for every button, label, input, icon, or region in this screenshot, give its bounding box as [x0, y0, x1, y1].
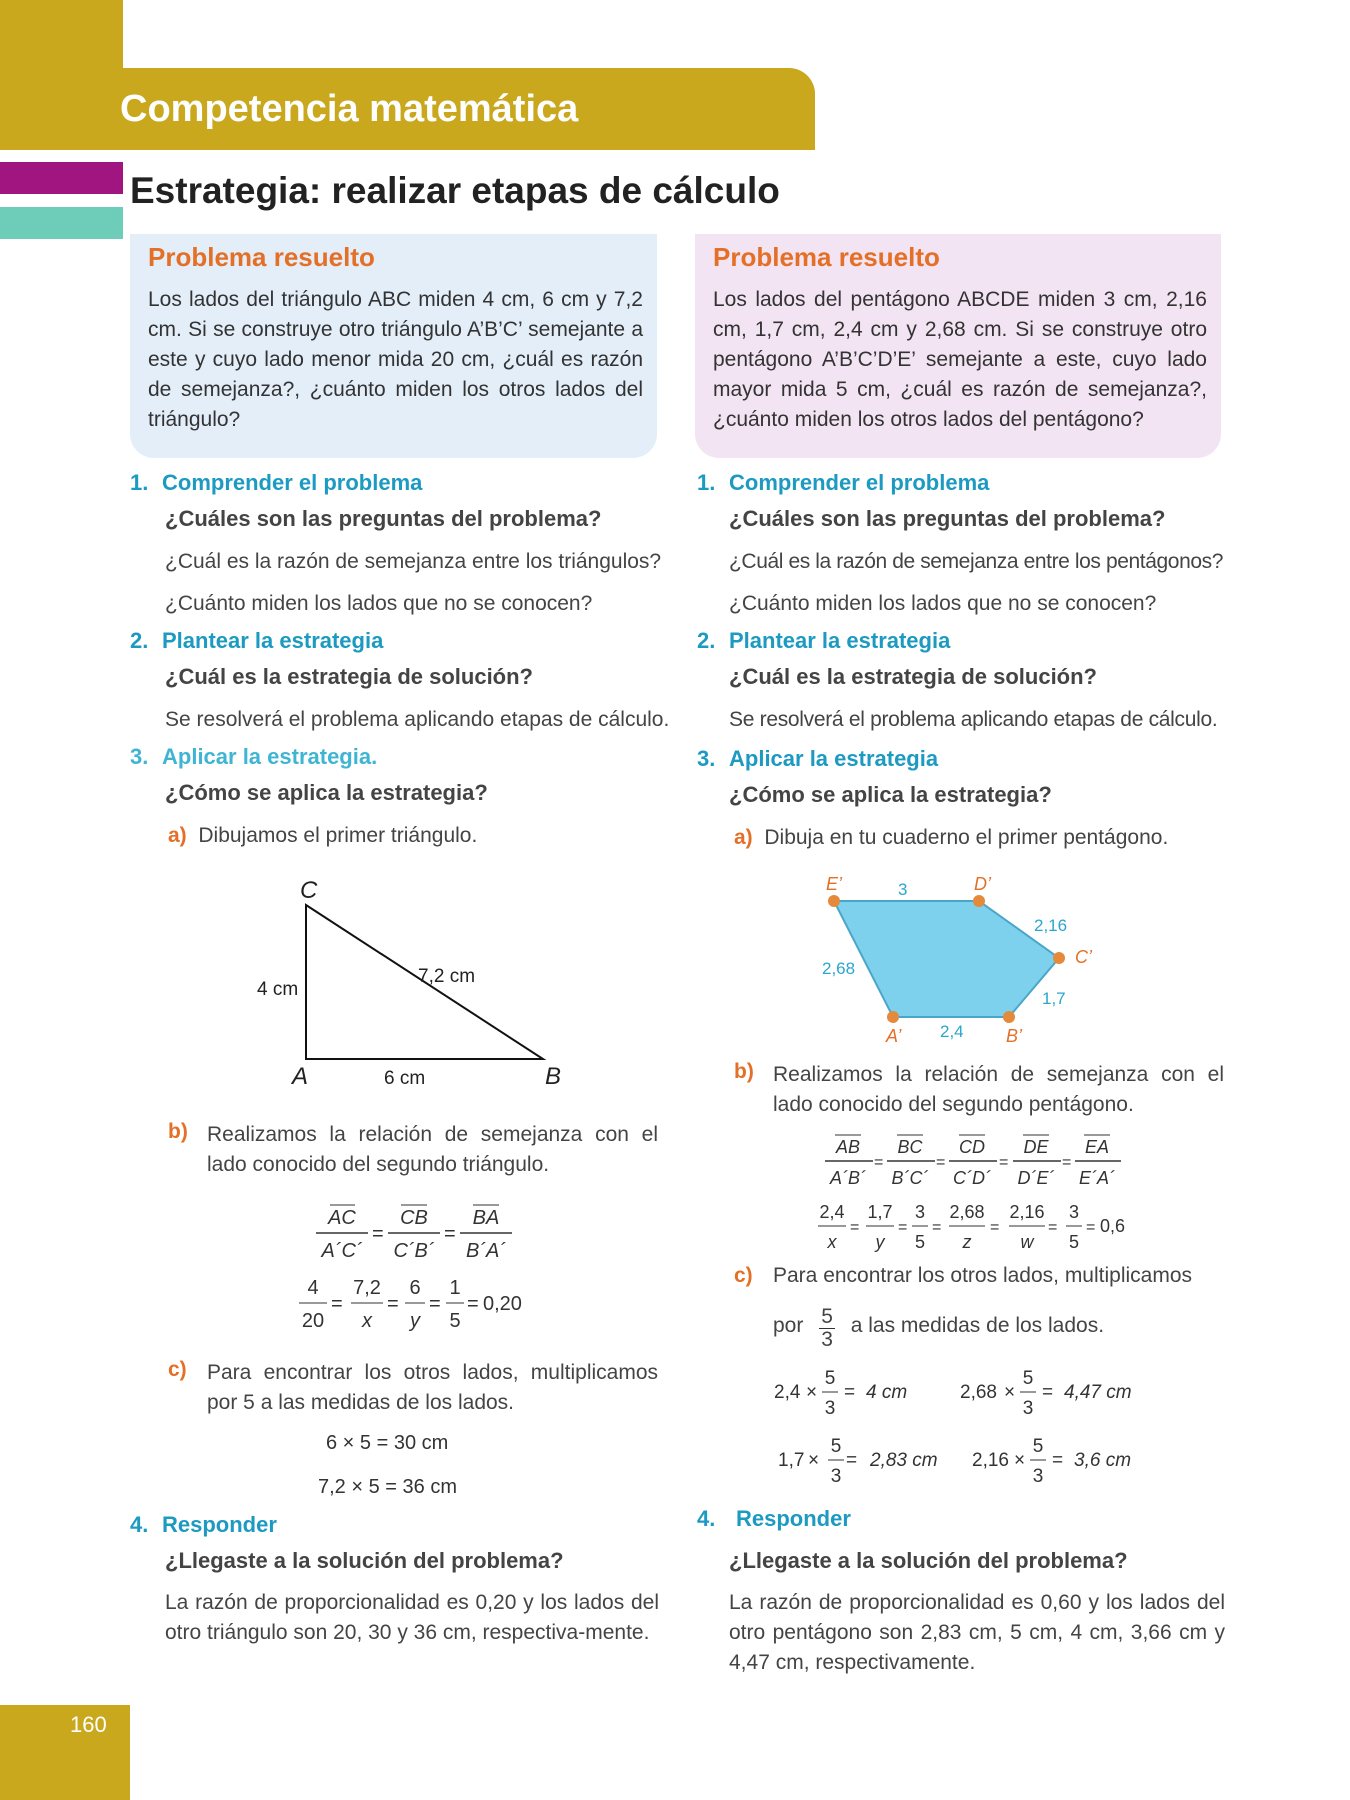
fraction-denominator: A´C´ — [321, 1240, 363, 1262]
fraction-denominator: B´C´ — [891, 1168, 929, 1188]
fraction-numerator: AC — [328, 1207, 356, 1229]
step-1-answer-1: ¿Cuál es la razón de semejanza entre los pentágonos? — [729, 550, 1224, 573]
step-3-question: ¿Cómo se aplica la estrategia? — [165, 780, 488, 805]
step-4-heading — [697, 1506, 851, 1532]
fraction-numerator: 5 — [830, 1436, 842, 1457]
calc-result: 3,6 cm — [1074, 1450, 1132, 1471]
fraction-numerator: 5 — [821, 1305, 833, 1328]
similarity-ratio-values — [295, 1270, 555, 1340]
step-4-answer: La razón de proporcionalidad es 0,20 y los lados del otro triángulo son 20, 30 y 36 cm, respectiva-mente. — [165, 1591, 659, 1644]
problem-box-right — [695, 234, 1221, 458]
svg-text:=: = — [898, 1219, 908, 1236]
svg-text:×: × — [806, 1382, 818, 1403]
fraction-denominator: A´B´ — [830, 1168, 866, 1188]
svg-text:=: = — [1042, 1382, 1054, 1403]
fraction-denominator: 20 — [301, 1310, 325, 1332]
step-4-question: ¿Llegaste a la solución del problema? — [729, 1548, 1128, 1573]
step-title: Plantear la estrategia — [162, 628, 384, 653]
calc-line-1: 6 × 5 = 30 cm — [326, 1432, 449, 1454]
fraction-numerator: 3 — [914, 1202, 926, 1222]
step-2-heading — [130, 628, 383, 654]
fraction-denominator: w — [1020, 1232, 1034, 1252]
fraction-numerator: 1 — [449, 1277, 461, 1299]
vertex-c-label: C’ — [1075, 947, 1092, 967]
item-label: a) — [734, 826, 753, 849]
svg-text:=: = — [372, 1223, 384, 1245]
fraction-denominator: 3 — [824, 1398, 836, 1419]
vertex-e-label: E’ — [826, 874, 843, 894]
triangle-figure — [240, 870, 570, 1090]
accent-bar-magenta — [0, 162, 123, 194]
step-3c-line-2 — [773, 1306, 1104, 1351]
fraction-denominator: D´E´ — [1017, 1168, 1055, 1188]
step-2-answer: Se resolverá el problema aplicando etapas de cálculo. — [729, 708, 1218, 731]
step-3a — [168, 824, 477, 848]
step-2-heading — [697, 628, 950, 654]
svg-text:=: = — [846, 1450, 858, 1471]
step-3b — [168, 1120, 658, 1180]
fraction-numerator: 5 — [1032, 1436, 1044, 1457]
side-ab-label: 6 cm — [384, 1068, 426, 1089]
calc-result: 4,47 cm — [1064, 1382, 1132, 1403]
fraction-denominator: y — [875, 1232, 885, 1252]
item-text: Realizamos la relación de semejanza con el lado conocido del segundo pentágono. — [773, 1063, 1224, 1116]
step-title: Comprender el problema — [729, 470, 990, 495]
step-2-answer: Se resolverá el problema aplicando etapas de cálculo. — [165, 708, 670, 731]
similarity-ratio-values — [810, 1198, 1130, 1260]
fraction-numerator: 2,4 — [819, 1202, 845, 1222]
calc-result: 2,83 cm — [870, 1450, 938, 1471]
svg-text:=: = — [874, 1154, 884, 1171]
fraction-numerator: EA — [1084, 1137, 1110, 1157]
vertex-b-label: B’ — [1006, 1026, 1023, 1046]
svg-text:=: = — [1052, 1450, 1064, 1471]
fraction-numerator: CD — [959, 1137, 985, 1157]
calc-operand: 2,68 — [960, 1382, 997, 1403]
vertex-b-label: B — [545, 1063, 562, 1090]
vertex-c-label: C — [300, 877, 318, 904]
vertex-a-label: A — [292, 1063, 309, 1090]
step-1-heading — [697, 470, 989, 496]
step-3b — [734, 1060, 1224, 1120]
vertex-a-dot — [887, 1011, 899, 1023]
step-number: 4. — [130, 1512, 149, 1537]
calc-result: 4 cm — [866, 1382, 908, 1403]
step-number: 2. — [697, 628, 716, 653]
svg-text:×: × — [1004, 1382, 1016, 1403]
ratio-result: 0,20 — [483, 1293, 522, 1315]
step-3a — [734, 826, 1168, 850]
pentagon-figure — [810, 870, 1100, 1050]
fraction-denominator: 5 — [449, 1310, 461, 1332]
fraction-denominator: 3 — [1022, 1398, 1034, 1419]
item-text: Dibujamos el primer triángulo. — [198, 824, 478, 847]
side-ae-label: 2,68 — [822, 959, 856, 978]
calc-operand: 2,4 — [774, 1382, 801, 1403]
item-label: c) — [734, 1264, 753, 1287]
fraction-denominator: z — [962, 1232, 972, 1252]
svg-text:×: × — [808, 1450, 820, 1471]
svg-text:=: = — [1048, 1219, 1058, 1236]
step-1-question: ¿Cuáles son las preguntas del problema? — [165, 506, 602, 531]
step-3-question: ¿Cómo se aplica la estrategia? — [729, 782, 1052, 807]
step-3c — [168, 1358, 658, 1418]
item-text: Para encontrar los otros lados, multiplicamos — [773, 1264, 1193, 1287]
vertex-b-dot — [1003, 1011, 1015, 1023]
step-number: 1. — [697, 470, 716, 495]
svg-text:=: = — [844, 1382, 856, 1403]
step-1-question: ¿Cuáles son las preguntas del problema? — [729, 506, 1166, 531]
side-cb-label: 1,7 — [1042, 989, 1066, 1008]
step-number: 4. — [697, 1506, 716, 1531]
fraction-denominator: C´D´ — [953, 1168, 991, 1188]
step-2-question: ¿Cuál es la estrategia de solución? — [165, 664, 533, 689]
item-text: por — [773, 1314, 804, 1338]
item-label: c) — [168, 1358, 187, 1381]
fraction-denominator: 3 — [1032, 1466, 1044, 1487]
vertex-a-label: A’ — [886, 1026, 902, 1046]
fraction-denominator: E´A´ — [1079, 1168, 1115, 1188]
step-number: 2. — [130, 628, 149, 653]
svg-text:=: = — [467, 1293, 479, 1315]
ratio-result: 0,6 — [1100, 1216, 1126, 1236]
item-text: Dibuja en tu cuaderno el primer pentágono. — [764, 826, 1169, 849]
fraction-numerator: 4 — [307, 1277, 319, 1299]
svg-text:=: = — [932, 1219, 942, 1236]
page-title: Competencia matemática — [120, 88, 579, 130]
side-ed-label: 3 — [898, 880, 908, 899]
fraction-denominator: B´A´ — [466, 1240, 506, 1262]
multiplication-calcs — [770, 1360, 1150, 1500]
svg-text:×: × — [1014, 1450, 1026, 1471]
problem-box-title: Problema resuelto — [148, 242, 375, 272]
step-title: Responder — [736, 1506, 851, 1531]
svg-text:=: = — [429, 1293, 441, 1315]
side-ba-label: 2,4 — [940, 1022, 964, 1041]
fraction-numerator: 2,68 — [949, 1202, 985, 1222]
svg-text:=: = — [850, 1219, 860, 1236]
vertex-d-dot — [973, 895, 985, 907]
svg-text:=: = — [999, 1154, 1009, 1171]
footer-band — [0, 1705, 130, 1800]
item-label: a) — [168, 824, 187, 847]
fraction-numerator: 5 — [824, 1368, 836, 1389]
problem-box-text: Los lados del triángulo ABC miden 4 cm, 6 cm y 7,2 cm. Si se construye otro triángulo A’B’C’ semejante a este y cuyo lado menor mida 20 cm, ¿cuál es razón de semejanza?, ¿cuánto miden los otros lados del triángulo? — [148, 288, 643, 431]
fraction-numerator: BC — [897, 1137, 923, 1157]
section-subtitle: Estrategia: realizar etapas de cálculo — [130, 170, 780, 211]
problem-box-left — [130, 234, 657, 458]
fraction-numerator: 6 — [409, 1277, 421, 1299]
step-1-answer-2: ¿Cuánto miden los lados que no se conocen? — [729, 592, 1157, 615]
fraction-numerator: 3 — [1068, 1202, 1080, 1222]
accent-bar-teal — [0, 207, 123, 239]
fraction-numerator: CB — [400, 1207, 428, 1229]
side-ca-label: 4 cm — [257, 979, 299, 1000]
similarity-ratio-sides — [300, 1200, 540, 1270]
step-3-heading — [697, 746, 938, 772]
svg-text:=: = — [1062, 1154, 1072, 1171]
fraction-numerator: BA — [472, 1207, 500, 1229]
fraction-numerator: 1,7 — [867, 1202, 893, 1222]
fraction-denominator: x — [362, 1310, 372, 1332]
fraction-numerator: AB — [835, 1137, 861, 1157]
calc-operand: 2,16 — [972, 1450, 1009, 1471]
calc-item — [960, 1368, 1132, 1419]
calc-line-2: 7,2 × 5 = 36 cm — [318, 1476, 457, 1498]
fraction-numerator: 7,2 — [353, 1277, 381, 1299]
step-1-answer-2: ¿Cuánto miden los lados que no se conocen? — [165, 592, 593, 615]
calc-operand: 1,7 — [778, 1450, 805, 1471]
fraction-denominator: 3 — [830, 1466, 842, 1487]
step-4-answer: La razón de proporcionalidad es 0,60 y los lados del otro pentágono son 2,83 cm, 5 cm, 4 cm, 3,66 cm y 4,47 cm, respectivamente. — [729, 1591, 1225, 1674]
vertex-d-label: D’ — [974, 874, 991, 894]
side-dc-label: 2,16 — [1034, 916, 1068, 935]
fraction-denominator: 3 — [821, 1328, 833, 1351]
fraction-numerator: 2,16 — [1009, 1202, 1045, 1222]
calc-item — [774, 1368, 907, 1419]
problem-box-title: Problema resuelto — [713, 242, 940, 272]
step-title: Responder — [162, 1512, 277, 1537]
step-title: Aplicar la estrategia. — [162, 744, 378, 769]
step-number: 3. — [697, 746, 716, 771]
vertex-e-dot — [828, 895, 840, 907]
step-title: Aplicar la estrategia — [729, 746, 939, 771]
svg-text:=: = — [331, 1293, 343, 1315]
step-title: Plantear la estrategia — [729, 628, 951, 653]
page-number: 160 — [70, 1712, 107, 1737]
item-text: Realizamos la relación de semejanza con el lado conocido del segundo triángulo. — [207, 1123, 658, 1176]
problem-box-text: Los lados del pentágono ABCDE miden 3 cm, 2,16 cm, 1,7 cm, 2,4 cm y 2,68 cm. Si se construye otro pentágono A’B’C’D’E’ semejante a este, cuyo lado mayor mida 5 cm, ¿cuál es razón de semejanza?, ¿cuánto miden los otros lados del pentágono? — [713, 288, 1207, 431]
fraction-denominator: 5 — [1068, 1232, 1080, 1252]
step-3c — [734, 1264, 1224, 1288]
svg-text:=: = — [936, 1154, 946, 1171]
fraction-denominator: x — [827, 1232, 837, 1252]
fraction-denominator: C´B´ — [393, 1240, 435, 1262]
item-text: Para encontrar los otros lados, multiplicamos por 5 a las medidas de los lados. — [207, 1361, 658, 1414]
item-label: b) — [168, 1120, 188, 1143]
step-1-answer-1: ¿Cuál es la razón de semejanza entre los triángulos? — [165, 550, 662, 573]
svg-text:=: = — [990, 1219, 1000, 1236]
item-label: b) — [734, 1060, 754, 1083]
fraction-numerator: DE — [1023, 1137, 1049, 1157]
side-cb-label: 7,2 cm — [418, 966, 476, 987]
fraction-numerator: 5 — [1022, 1368, 1034, 1389]
similarity-ratio-sides — [815, 1130, 1135, 1196]
fraction-denominator: 5 — [914, 1232, 926, 1252]
calc-item — [778, 1436, 938, 1487]
fraction-denominator: y — [410, 1310, 420, 1332]
fraction — [819, 1306, 835, 1351]
step-number: 3. — [130, 744, 149, 769]
svg-text:=: = — [1086, 1219, 1096, 1236]
svg-text:=: = — [444, 1223, 456, 1245]
header-top-strip — [0, 0, 123, 68]
vertex-c-dot — [1053, 952, 1065, 964]
step-title: Comprender el problema — [162, 470, 423, 495]
step-4-question: ¿Llegaste a la solución del problema? — [165, 1548, 564, 1573]
step-4-heading — [130, 1512, 277, 1538]
pentagon-shape — [834, 901, 1059, 1017]
step-3-heading — [130, 744, 377, 770]
calc-item — [972, 1436, 1131, 1487]
item-text: a las medidas de los lados. — [850, 1314, 1105, 1338]
step-number: 1. — [130, 470, 149, 495]
step-1-heading — [130, 470, 422, 496]
step-2-question: ¿Cuál es la estrategia de solución? — [729, 664, 1097, 689]
svg-text:=: = — [387, 1293, 399, 1315]
